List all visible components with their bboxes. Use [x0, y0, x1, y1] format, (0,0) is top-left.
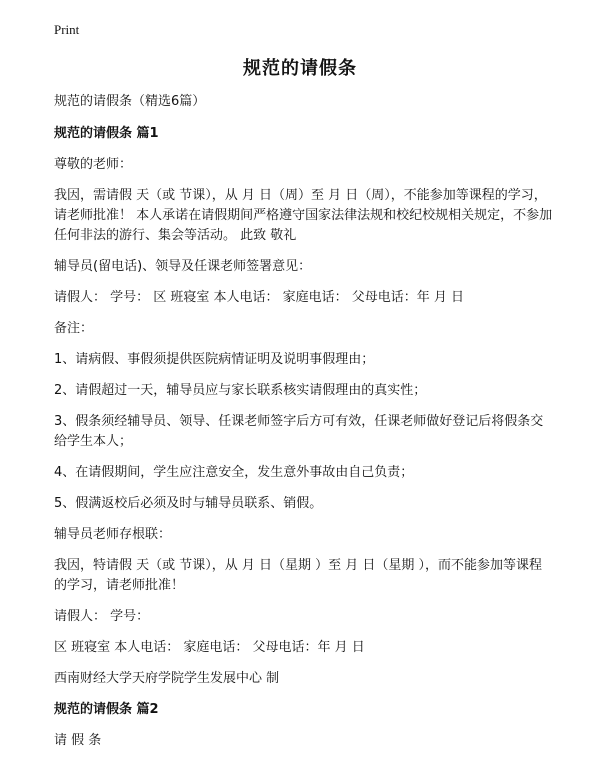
document-body — [54, 92, 554, 762]
issuer-line: 西南财经大学天府学院学生发展中心 制 — [54, 671, 280, 686]
section-heading-2: 规范的请假条 篇2 — [54, 702, 159, 717]
stub-applicant-line: 请假人： 学号： — [54, 609, 150, 624]
applicant-info: 请假人： 学号： 区 班寝室 本人电话： 家庭电话： 父母电话：年 月 日 — [54, 290, 465, 305]
remark-item-3: 3、假条须经辅导员、领导、任课老师签字后方可有效，任课老师做好登记后将假条交给学生本人； — [54, 414, 544, 449]
document-title: 规范的请假条 — [243, 58, 357, 79]
remark-item-2: 2、请假超过一天，辅导员应与家长联系核实请假理由的真实性； — [54, 383, 427, 398]
section-heading-1: 规范的请假条 篇1 — [54, 126, 159, 141]
remark-item-4: 4、在请假期间，学生应注意安全，发生意外事故由自己负责； — [54, 465, 414, 480]
stub-request-body: 我因，特请假 天（或 节课），从 月 日（星期 ）至 月 日（星期 ），而不能参加等课程的学习，请老师批准！ — [54, 558, 543, 593]
leave-note-title: 请 假 条 — [54, 733, 102, 748]
stub-contact-line: 区 班寝室 本人电话： 家庭电话： 父母电话：年 月 日 — [54, 640, 365, 655]
request-body: 我因，需请假 天（或 节课），从 月 日（周）至 月 日（周），不能参加等课程的学习，请老师批准！ 本人承诺在请假期间严格遵守国家法律法规和校纪校规相关规定，不参加任何非法的游行、集会等活动。 此致 敬礼 — [54, 188, 553, 243]
approval-note: 辅导员(留电话)、领导及任课老师签署意见： — [54, 259, 312, 274]
print-link[interactable]: Print — [54, 22, 80, 37]
remark-item-1: 1、请病假、事假须提供医院病情证明及说明事假理由； — [54, 352, 375, 367]
remarks-label: 备注： — [54, 321, 94, 336]
document-subtitle: 规范的请假条（精选6篇） — [54, 94, 206, 109]
salutation: 尊敬的老师： — [54, 157, 133, 172]
counselor-stub-label: 辅导员老师存根联： — [54, 527, 172, 542]
remark-item-5: 5、假满返校后必须及时与辅导员联系、销假。 — [54, 496, 323, 511]
